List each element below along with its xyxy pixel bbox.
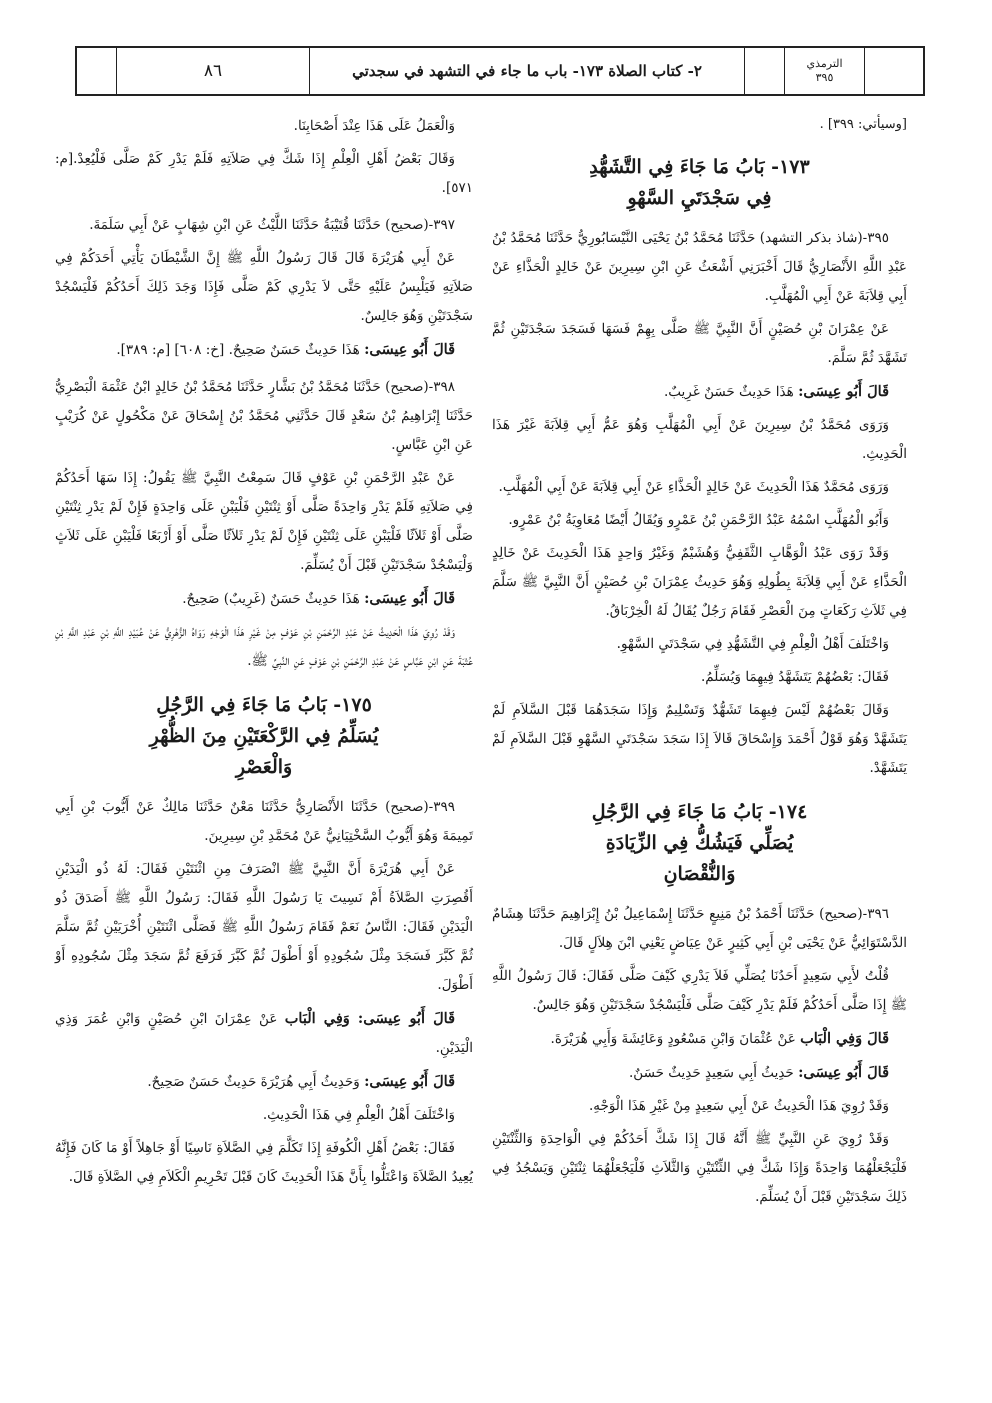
hadith-397-isnad: ٣٩٧-(صحيح) حَدَّثَنَا قُتَيْبَةُ حَدَّثَنَا اللَّيْثُ عَنِ ابْنِ شِهَابٍ عَنْ أَبِي سَلَمَةَ. [89,217,455,233]
grade-text: هَذَا حَدِيثٌ حَسَنٌ غَرِيبٌ. [664,384,794,400]
hadith-398-matn: عَنْ عَبْدِ الرَّحْمَنِ بْنِ عَوْفٍ قَالَ سَمِعْتُ النَّبِيَّ ﷺ يَقُولُ: إِذَا سَهَا أَحَدُكُمْ فِي صَلاَتِهِ فَلَمْ يَدْرِ وَاحِدَةً صَلَّى أَوْ ثِنْتَيْنِ فَلْيَبْنِ عَلَى وَاحِدَةٍ فَإِنْ لَمْ يَدْرِ ثِنْتَيْنِ صَلَّى أَوْ ثَلاَثًا فَلْيَبْنِ عَلَى ثِنْتَيْنِ فَإِنْ لَمْ يَدْرِ ثَلاَثًا صَلَّى أَوْ أَرْبَعًا فَلْيَبْنِ عَلَى ثَلاَثٍ وَلْيَسْجُدْ سَجْدَتَيْنِ قَبْلَ أَنْ يُسَلِّمَ. [55,470,473,573]
hadith-398-grade [55,584,473,614]
header-empty-cell [745,48,785,94]
hadith-395-grade [492,377,907,407]
running-header [75,46,925,96]
grade-text: هَذَا حَدِيثٌ حَسَنٌ (غَرِيبٌ) صَحِيحٌ. [182,591,360,607]
abu-isa-label: قَالَ أَبُو عِيسَى: [798,1064,889,1081]
page-number: ٨٦ [117,48,310,94]
abu-isa-label: قَالَ أَبُو عِيسَى: [364,341,455,358]
paragraph: وَاخْتَلَفَ أَهْلُ الْعِلْمِ فِي التَّشَهُّدِ فِي سَجْدَتَيِ السَّهْوِ. [616,636,889,652]
paragraph: وَقَدْ رَوَى عَبْدُ الْوَهَّابِ الثَّقَفِيُّ وَهُشَيْمٌ وَغَيْرُ وَاحِدٍ هَذَا الْحَدِيثَ عَنْ خَالِدٍ الْحَذَّاءِ عَنْ أَبِي قِلاَبَةَ بِطُولِهِ وَهُوَ حَدِيثُ عِمْرَانَ بْنِ حُصَيْنٍ أَنَّ النَّبِيَّ ﷺ سَلَّمَ فِي ثَلاَثِ رَكَعَاتٍ مِنَ الْعَصْرِ فَقَامَ رَجُلٌ يُقَالُ لَهُ الْخِرْبَاقُ. [492,545,907,619]
cross-reference: [وسيأتي: ٣٩٩] . [819,117,907,132]
grade-text: هَذَا حَدِيثٌ حَسَنٌ صَحِيحٌ. [خ: ٦٠٨] [م: ٣٨٩]. [116,342,360,358]
volume-label [785,48,865,94]
abu-isa-label: قَالَ أَبُو عِيسَى: [364,590,455,607]
paragraph: وَرَوَى مُحَمَّدٌ هَذَا الْحَدِيثَ عَنْ خَالِدٍ الْحَذَّاءِ عَنْ أَبِي قِلاَبَةَ عَنْ أَبِي الْمُهَلَّبِ. [498,479,889,495]
abu-isa-label: قَالَ أَبُو عِيسَى: [364,1073,455,1090]
hadith-399-isnad: ٣٩٩-(صحيح) حَدَّثَنَا الأَنْصَارِيُّ حَدَّثَنَا مَعْنٌ حَدَّثَنَا مَالِكٌ عَنْ أَيُّوبَ بْنِ أَبِي تَمِيمَةَ وَهُوَ أَيُّوبُ السَّخْتِيَانِيُّ عَنْ مُحَمَّدِ بْنِ سِيرِينَ. [55,799,473,844]
paragraph: فَقَالَ: بَعْضُهُمْ يَتَشَهَّدُ فِيهِمَا وَيُسَلِّمُ. [700,669,889,685]
paragraph: وَقَدْ رُوِيَ هَذَا الْحَدِيثُ عَنْ عَبْدِ الرَّحْمَنِ بْنِ عَوْفٍ مِنْ غَيْرِ هَذَا الْوَجْهِ رَوَاهُ الزُّهْرِيُّ عَنْ عُبَيْدِ اللَّهِ بْنِ عَبْدِ اللَّهِ بْنِ عُتْبَةَ عَنِ ابْنِ عَبَّاسٍ عَنْ عَبْدِ الرَّحْمَنِ بْنِ عَوْفٍ عَنِ النَّبِيِّ ﷺ. [55,624,473,669]
hadith-395-matn: عَنْ عِمْرَانَ بْنِ حُصَيْنٍ أَنَّ النَّبِيَّ ﷺ صَلَّى بِهِمْ فَسَهَا فَسَجَدَ سَجْدَتَيْنِ ثُمَّ تَشَهَّدَ ثُمَّ سَلَّمَ. [492,321,907,366]
chapter-line: يُسَلِّمُ فِي الرَّكْعَتَيْنِ مِنَ الظُّهْرِ [149,725,379,747]
chapter-line: فِي سَجْدَتَيِ السَّهْوِ [627,187,772,209]
hadith-399-matn: عَنْ أَبِي هُرَيْرَةَ أَنَّ النَّبِيَّ ﷺ انْصَرَفَ مِنِ اثْنَتَيْنِ فَقَالَ: لَهُ ذُو الْيَدَيْنِ أَقُصِرَتِ الصَّلاَةُ أَمْ نَسِيتَ يَا رَسُولَ اللَّهِ فَقَالَ: رَسُولُ اللَّهِ ﷺ أَصَدَقَ ذُو الْيَدَيْنِ فَقَالَ: النَّاسُ نَعَمْ فَقَامَ رَسُولُ اللَّهِ ﷺ فَصَلَّى اثْنَتَيْنِ أُخْرَيَيْنِ ثُمَّ سَلَّمَ ثُمَّ كَبَّرَ فَسَجَدَ مِثْلَ سُجُودِهِ أَوْ أَطْوَلَ ثُمَّ كَبَّرَ فَرَفَعَ ثُمَّ سَجَدَ مِثْلَ سُجُودِهِ أَوْ أَطْوَلَ. [55,861,473,993]
paragraph: وَأَبُو الْمُهَلَّبِ اسْمُهُ عَبْدُ الرَّحْمَنِ بْنُ عَمْرٍو وَيُقَالُ أَيْضًا مُعَاوِيَةُ بْنُ عَمْرٍو. [508,512,889,528]
paragraph: وَرَوَى مُحَمَّدُ بْنُ سِيرِينَ عَنْ أَبِي الْمُهَلَّبِ وَهُوَ عَمُّ أَبِي قِلاَبَةَ غَيْرَ هَذَا الْحَدِيثِ. [492,417,907,462]
hadith-399-bab [55,1004,473,1063]
hadith-397-grade [55,335,473,365]
chapter-line: ١٧٣- بَابُ مَا جَاءَ فِي التَّشَهُّدِ [589,156,810,178]
header-empty-cell [77,48,117,94]
grade-text: حَدِيثُ أَبِي سَعِيدٍ حَدِيثٌ حَسَنٌ. [629,1065,794,1081]
hadith-396-grade [492,1058,907,1088]
paragraph: وَاخْتَلَفَ أَهْلُ الْعِلْمِ فِي هَذَا الْحَدِيثِ. [262,1107,455,1123]
hadith-395-isnad: ٣٩٥-(شاذ بذكر التشهد) حَدَّثَنَا مُحَمَّدُ بْنُ يَحْيَى النَّيْسَابُورِيُّ حَدَّثَنَا مُحَمَّدُ بْنُ عَبْدِ اللَّهِ الأَنْصَارِيُّ قَالَ أَخْبَرَنِي أَشْعَثُ عَنِ ابْنِ سِيرِينَ عَنْ خَالِدٍ الْحَذَّاءِ عَنْ أَبِي قِلاَبَةَ عَنْ أَبِي الْمُهَلَّبِ. [492,230,907,304]
abu-isa-label: قَالَ أَبُو عِيسَى: [798,383,889,400]
hadith-396-matn: قُلْتُ لأَبِي سَعِيدٍ أَحَدُنَا يُصَلِّي فَلاَ يَدْرِي كَيْفَ صَلَّى فَقَالَ: قَالَ رَسُولُ اللَّهِ ﷺ إِذَا صَلَّى أَحَدُكُمْ فَلَمْ يَدْرِ كَيْفَ صَلَّى فَلْيَسْجُدْ سَجْدَتَيْنِ وَهُوَ جَالِسٌ. [492,968,907,1013]
header-empty-cell [865,48,923,94]
chapter-line: وَالْعَصْرِ [235,756,293,778]
chapter-heading-174 [492,797,907,890]
bab-text: عَنْ عُثْمَانَ وَابْنِ مَسْعُودٍ وَعَائِشَةَ وَأَبِي هُرَيْرَةَ. [550,1031,796,1047]
hadith-396-isnad: ٣٩٦-(صحيح) حَدَّثَنَا أَحْمَدُ بْنُ مَنِيعٍ حَدَّثَنَا إِسْمَاعِيلُ بْنُ إِبْرَاهِيمَ حَدَّثَنَا هِشَامٌ الدَّسْتَوَائِيُّ عَنْ يَحْيَى بْنِ أَبِي كَثِيرٍ عَنْ عِيَاضٍ يَعْنِي ابْنَ هِلاَلٍ قَالَ. [492,906,907,951]
bab-label: قَالَ أَبُو عِيسَى: وَفِي الْبَاب [284,1010,455,1027]
left-column [55,112,473,1196]
paragraph: وَالْعَمَلُ عَلَى هَذَا عِنْدَ أَصْحَابِنَا. [293,118,455,134]
hadith-396-bab [492,1024,907,1054]
grade-text: وَحَدِيثُ أَبِي هُرَيْرَةَ حَدِيثٌ حَسَنٌ صَحِيحٌ. [147,1074,360,1090]
paragraph: وَقَدْ رُوِيَ هَذَا الْحَدِيثُ عَنْ أَبِي سَعِيدٍ مِنْ غَيْرِ هَذَا الْوَجْهِ. [588,1098,889,1114]
chapter-line: وَالنُّقْصَانِ [663,863,736,885]
hadith-398-isnad: ٣٩٨-(صحيح) حَدَّثَنَا مُحَمَّدُ بْنُ بَشَّارٍ حَدَّثَنَا مُحَمَّدُ بْنُ خَالِدٍ ابْنُ عَثْمَةَ الْبَصْرِيُّ حَدَّثَنَا إِبْرَاهِيمُ بْنُ سَعْدٍ قَالَ حَدَّثَنِي مُحَمَّدُ بْنُ إِسْحَاقَ عَنْ مَكْحُولٍ عَنْ كُرَيْبٍ عَنِ ابْنِ عَبَّاسٍ. [55,379,473,453]
volume-line1: الترمذي [806,57,843,70]
hadith-397-matn: عَنْ أَبِي هُرَيْرَةَ قَالَ قَالَ رَسُولُ اللَّهِ ﷺ إِنَّ الشَّيْطَانَ يَأْتِي أَحَدَكُمْ فِي صَلاَتِهِ فَيَلْبِسُ عَلَيْهِ حَتَّى لاَ يَدْرِي كَمْ صَلَّى فَإِذَا وَجَدَ ذَلِكَ أَحَدُكُمْ فَلْيَسْجُدْ سَجْدَتَيْنِ وَهُوَ جَالِسٌ. [55,250,473,324]
bab-text: عَنْ عِمْرَانَ ابْنِ حُصَيْنٍ وَابْنِ عُمَرَ وَذِي الْيَدَيْنِ. [55,1011,473,1056]
chapter-line: ١٧٤- بَابُ مَا جَاءَ فِي الرَّجُلِ [591,801,808,823]
paragraph: وَقَالَ بَعْضُهُمْ لَيْسَ فِيهِمَا تَشَهُّدٌ وَتَسْلِيمٌ وَإِذَا سَجَدَهُمَا قَبْلَ السَّلاَمِ لَمْ يَتَشَهَّدْ وَهُوَ قَوْلُ أَحْمَدَ وَإِسْحَاقَ قَالاَ إِذَا سَجَدَ سَجْدَتَيِ السَّهْوِ قَبْلَ السَّلاَمِ لَمْ يَتَشَهَّدْ. [492,702,907,776]
volume-line2: ٣٩٥ [815,71,834,84]
paragraph: وَقَالَ بَعْضُ أَهْلِ الْعِلْمِ إِذَا شَكَّ فِي صَلاَتِهِ فَلَمْ يَدْرِ كَمْ صَلَّى فَلْيُعِدْ.[م: ٥٧١]. [55,151,473,196]
paragraph: فَقَالَ: بَعْضُ أَهْلِ الْكُوفَةِ إِذَا تَكَلَّمَ فِي الصَّلاَةِ نَاسِيًا أَوْ جَاهِلاً أَوْ مَا كَانَ فَإِنَّهُ يُعِيدُ الصَّلاَةَ وَاعْتَلُّوا بِأَنَّ هَذَا الْحَدِيثَ كَانَ قَبْلَ تَحْرِيمِ الْكَلاَمِ فِي الصَّلاَةِ قَالَ. [55,1140,473,1185]
chapter-heading-173 [492,152,907,214]
chapter-line: ١٧٥- بَابُ مَا جَاءَ فِي الرَّجُلِ [156,694,372,716]
chapter-heading-175 [55,690,473,783]
chapter-line: يُصَلِّي فَيَشُكُّ فِي الزِّيَادَةِ [605,832,794,854]
right-column [492,112,907,1216]
paragraph: وَقَدْ رُوِيَ عَنِ النَّبِيِّ ﷺ أَنَّهُ قَالَ إِذَا شَكَّ أَحَدُكُمْ فِي الْوَاحِدَةِ وَالثِّنْتَيْنِ فَلْيَجْعَلْهُمَا وَاحِدَةً وَإِذَا شَكَّ فِي الثِّنْتَيْنِ وَالثَّلاَثِ فَلْيَجْعَلْهُمَا ثِنْتَيْنِ وَيَسْجُدُ فِي ذَلِكَ سَجْدَتَيْنِ قَبْلَ أَنْ يُسَلِّمَ. [492,1131,907,1205]
running-title: ٢- كتاب الصلاة ١٧٣- باب ما جاء في التشهد في سجدتي [310,48,745,94]
bab-label: قَالَ وَفِي الْبَاب [800,1030,889,1047]
hadith-399-grade [55,1067,473,1097]
